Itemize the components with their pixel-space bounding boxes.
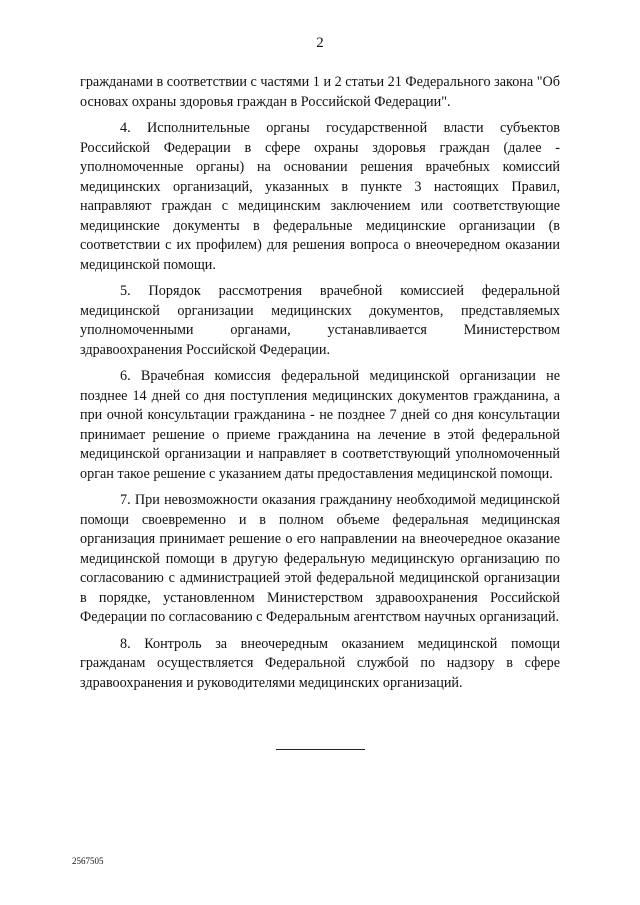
end-separator-line [276,749,365,750]
document-code: 2567505 [72,856,104,866]
paragraph-item-6: 6. Врачебная комиссия федеральной медицинской организации не позднее 14 дней со дня поступления медицинских документов гражданина, а при очной консультации гражданина - не позднее 7 дней со дня консультации принимает решение о приеме гражданина на лечение в этой федеральной медицинской организации и направляет в соответствующий уполномоченный орган такое решение с указанием даты предоставления медицинской помощи. [80,368,560,482]
paragraph-continuation: гражданами в соответствии с частями 1 и 2 статьи 21 Федерального закона "Об основах охраны здоровья граждан в Российской Федерации". [80,74,560,110]
paragraph-item-5: 5. Порядок рассмотрения врачебной комиссией федеральной медицинской организации медицинских документов, представляемых уполномоченными органами, устанавливается Министерством здравоохранения Российской Федерации. [80,283,560,358]
paragraph-item-4: 4. Исполнительные органы государственной власти субъектов Российской Федерации в сфере охраны здоровья граждан (далее - уполномоченные органы) на основании решения врачебных комиссий медицинских организаций, указанных в пункте 3 настоящих Правил, направляют граждан с медицинским заключением или соответствующие медицинские документы в федеральные медицинские организации (в соответствии с их профилем) для решения вопроса о внеочередном оказании медицинской помощи. [80,120,560,273]
paragraph-item-8: 8. Контроль за внеочередным оказанием медицинской помощи гражданам осуществляется Федеральной службой по надзору в сфере здравоохранения и руководителями медицинских организаций. [80,635,560,691]
page-number: 2 [316,35,324,51]
paragraph-item-7: 7. При невозможности оказания гражданину необходимой медицинской помощи своевременно и в полном объеме федеральная медицинская организация принимает решение о его направлении на внеочередное оказание медицинской помощи в другую федеральную медицинскую организацию по согласованию с администрацией этой федеральной медицинской организации в порядке, установленном Министерством здравоохранения Российской Федерации по согласованию с Федеральным агентством научных организаций. [80,492,560,625]
document-body [80,73,560,700]
